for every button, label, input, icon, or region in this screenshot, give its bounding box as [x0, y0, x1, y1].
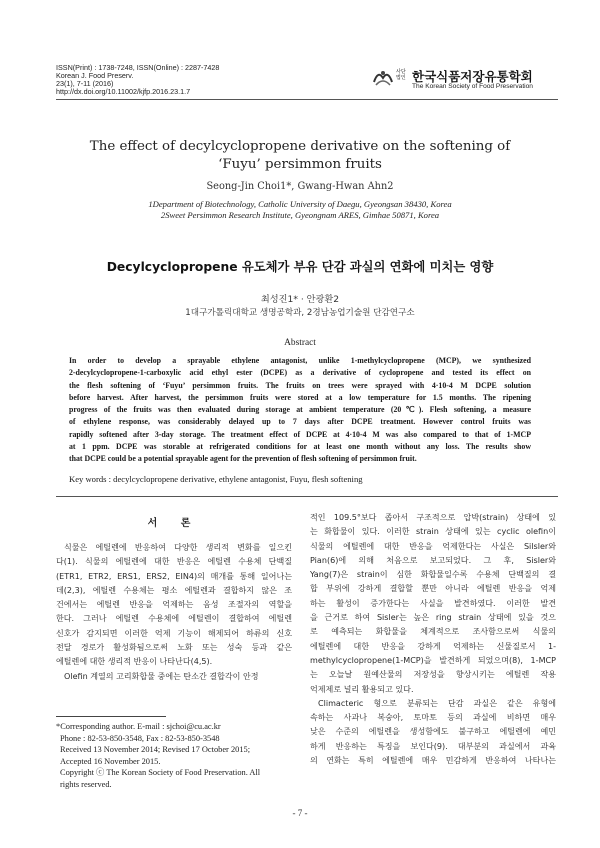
society-logo	[372, 66, 552, 92]
footnote-phone: Phone : 82-53-850-3548, Fax : 82-53-850-3548	[60, 733, 220, 743]
body-line: Pian(6)에 의해 처음으로 보고되었다. 그 후, Sisler와	[310, 555, 556, 565]
journal-meta	[56, 64, 219, 96]
abstract-line: before harvest. After harvest, the persimmon fruits were stored at a low temperature for 1.5 months. The ripening	[69, 392, 531, 402]
affiliations	[40, 199, 560, 221]
body-line: 하게 반응하는 특징을 보인다(9). 대부분의 과실에서 과육	[310, 741, 556, 751]
body-line: 데(2,3), 에틸렌 수용체는 평소 에틸렌과 결합하지 않은 조	[56, 585, 292, 595]
authors: Seong-Jin Choi1*, Gwang-Hwan Ahn2	[206, 181, 394, 192]
body-line: 합 부위에 강하게 결합할 뿐만 아니라 에틸렌 반응을 억제	[310, 584, 556, 594]
body-line: 한다. 그러나 에틸렌 수용체에 에틸렌이 결합하여 에틸렌	[56, 614, 292, 624]
abstract-line: progress of the fruits was then evaluated during storage at ambient temperature (20℃). Flesh softening, a measure	[69, 405, 531, 415]
meta-issn: ISSN(Print) : 1738-7248, ISSN(Online) : 2287-7428	[56, 63, 220, 72]
abstract-rule	[56, 496, 558, 497]
body-line: 건에서는 에틸렌 반응을 억제하는 음성 조절자의 역할을	[56, 600, 292, 610]
footnote-copyright: Copyright ⓒ The Korean Society of Food Preservation. All	[60, 768, 261, 778]
korean-title: Decylcyclopropene 유도체가 부유 단감 과실의 연화에 미치는 영향	[106, 260, 494, 274]
abstract-line: rapidly softened after 3-day storage. The treatment effect of DCPE at 4·10-4 M was also compared to that of 1-MCP	[69, 429, 531, 439]
abstract-line: In order to develop a sprayable ethylene antagonist, unlike 1-methylcyclopropene (MCP), we synthesized	[69, 356, 531, 365]
logo-small-text: 사단법인	[396, 69, 406, 81]
body-line: 식물의 에틸렌에 대한 반응을 억제한다는 사실은 Silsler와	[310, 541, 556, 551]
meta-volume: 23(1), 7-11 (2016)	[56, 79, 114, 88]
meta-journal: Korean J. Food Preserv.	[56, 71, 134, 80]
footnote-accepted: Accepted 16 November 2015.	[60, 756, 161, 766]
footnote-rights: rights reserved.	[60, 779, 112, 789]
body-line: 을 근거로 하여 Sisler는 높은 ring strain 상태에 있을 것으	[310, 613, 556, 623]
body-line: 신호가 감지되면 이러한 억제 기능이 해제되어 하류의 신호	[56, 628, 292, 638]
body-line: 낮은 수준의 에틸렌을 생성함에도 불구하고 에틸렌에 예민	[310, 727, 556, 737]
body-line: 는 오늘날 원예산물의 저장성을 향상시키는 에틸렌 작용	[310, 670, 556, 680]
body-line: 적인 109.5°보다 좁아서 구조적으로 압박(strain) 상태에 있	[310, 513, 556, 522]
abstract-line: at 1 ppm. DCPE was storable at refrigerated conditions for at least one month without any loss. The results show	[69, 441, 531, 451]
body-line: Climacteric 형으로 분류되는 단감 과실은 같은 유형에	[318, 698, 556, 708]
body-line: Olefin 계열의 고리화합물 중에는 탄소간 결합각이 안정	[64, 671, 259, 681]
abstract-line: of ethylene response, was considerably delayed up to 7 days after DCPE treatment. However control fruits was	[69, 417, 531, 427]
abstract-heading: Abstract	[284, 338, 316, 348]
title-line-2: ‘Fuyu’ persimmon fruits	[218, 157, 382, 172]
body-line: 에틸렌에 대한 반응을 강하게 억제하는 신물질로서 1-	[310, 641, 556, 651]
page-number: - 7 -	[292, 808, 308, 818]
body-line: 억제제로 널리 활용되고 있다.	[310, 684, 414, 694]
abstract-line: 2-decylcyclopropene-1-carboxylic acid ethyl ester (DCPE) as a derivative of cyclopropene and tested its effect on	[69, 368, 531, 378]
body-line: 식물은 에틸렌에 반응하여 다양한 생리적 변화를 일으킨	[64, 543, 292, 552]
society-emblem-icon	[372, 68, 394, 88]
body-line: 로 예측되는 화합물을 체계적으로 조사함으로써 식물의	[310, 627, 556, 637]
paper-title	[40, 138, 560, 174]
body-line: 에틸렌에 대한 생리적 반응이 나타난다(4,5).	[56, 657, 213, 667]
body-line: 속하는 사과나 복숭아, 토마토 등의 과실에 비하면 매우	[310, 713, 556, 723]
footnote	[56, 721, 292, 791]
abstract-line: the flesh softening of ‘Fuyu’ persimmon fruits. The fruits on trees were sprayed with 4·10-4 M DCPE solution	[69, 380, 531, 390]
keywords: Key words : decylcyclopropene derivative, ethylene antagonist, Fuyu, flesh softening	[69, 474, 363, 484]
affiliation-2: 2Sweet Persimmon Research Institute, Gyeongnam ARES, Gimhae 50871, Korea	[160, 210, 440, 220]
body-line: 하는 활성이 증가한다는 사실을 발견하였다. 이러한 발견	[310, 598, 556, 608]
meta-doi[interactable]: http://dx.doi.org/10.11002/kjfp.2016.23.1.7	[56, 87, 191, 96]
footnote-corresponding: *Corresponding author. E-mail : sjchoi@cu.ac.kr	[56, 722, 221, 731]
korean-authors: 최성진1* · 안광환2	[260, 294, 340, 305]
body-line: 의 연화는 특히 에틸렌에 매우 민감하게 반응하여 나타나는	[310, 756, 556, 766]
korean-affiliation: 1대구가톨릭대학교 생명공학과, 2경남농업기술원 단감연구소	[185, 308, 415, 318]
title-line-1: The effect of decylcyclopropene derivative on the softening of	[89, 139, 511, 154]
right-column	[310, 511, 556, 768]
header-rule	[56, 99, 558, 100]
body-line: (ETR1, ETR2, ERS1, ERS2, EIN4)의 매개를 통해 일어나는	[56, 571, 292, 581]
logo-korean-name: 한국식품저장유통학회	[412, 69, 533, 84]
body-line: 는 화합물이 있다. 이러한 strain 상태에 있는 cyclic olefin이	[310, 527, 556, 537]
section-heading-introduction: 서 론	[147, 518, 201, 529]
abstract-body	[69, 355, 531, 466]
left-column	[56, 541, 292, 684]
body-line: methylcyclopropene(1-MCP)을 발견하게 되었으며(8), 1-MCP	[310, 655, 556, 665]
affiliation-1: 1Department of Biotechnology, Catholic University of Daegu, Gyeongsan 38430, Korea	[148, 199, 452, 209]
body-line: 전달 경로가 활성화됨으로써 노화 또는 성숙 등과 같은	[56, 643, 292, 653]
logo-english-name: The Korean Society of Food Preservation	[412, 83, 533, 90]
body-line: Yang(7)은 strain이 심한 화합물일수록 수용체 단백질의 결	[310, 570, 556, 580]
footnote-rule	[56, 716, 166, 717]
body-line: 다(1). 식물의 에틸렌에 대한 반응은 에틸렌 수용체 단백질	[56, 557, 292, 567]
footnote-received: Received 13 November 2014; Revised 17 October 2015;	[60, 745, 251, 755]
abstract-line: that DCPE could be a potential sprayable agent for the prevention of flesh softening of persimmon fruit.	[69, 454, 417, 464]
